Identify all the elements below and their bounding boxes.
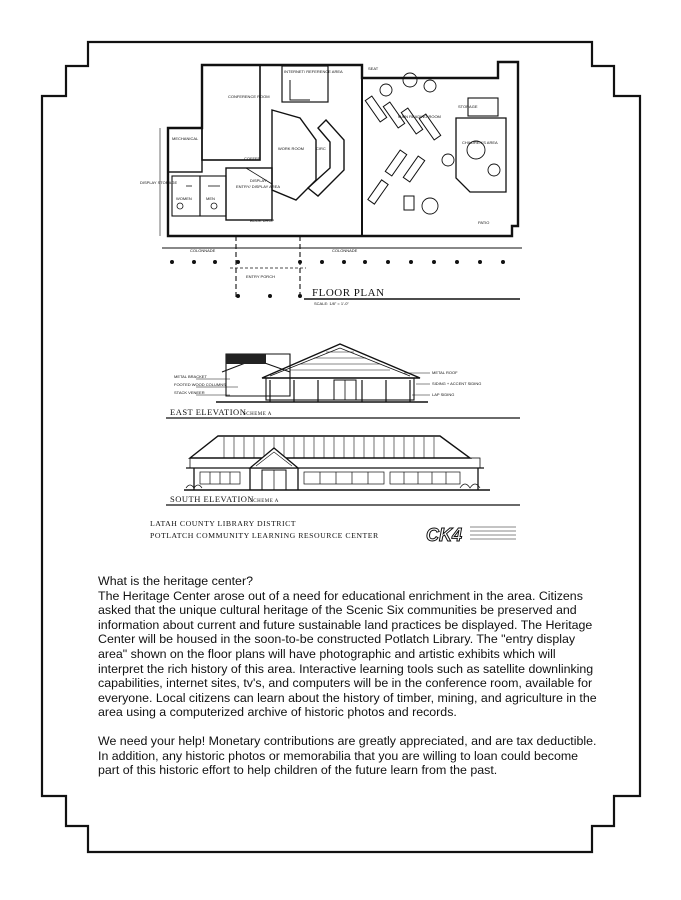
title-block-center: POTLATCH COMMUNITY LEARNING RESOURCE CENTER xyxy=(150,531,379,540)
label-entry-porch: ENTRY PORCH xyxy=(246,274,275,279)
label-work-room: WORK ROOM xyxy=(278,146,304,151)
floor-plan-scale: SCALE: 1/8" = 1'-0" xyxy=(314,301,349,306)
east-note-left-1: METAL BRACKET xyxy=(174,374,207,379)
floor-plan xyxy=(160,62,522,300)
east-note-right-2: SIDING + ACCENT SIDING xyxy=(432,381,482,386)
label-display: DISPLAY xyxy=(250,178,267,183)
floor-plan-title: FLOOR PLAN xyxy=(312,287,385,299)
east-note-right-1: METAL ROOF xyxy=(432,370,458,375)
label-conference: CONFERENCE ROOM xyxy=(228,94,270,99)
east-elevation-title: EAST ELEVATION xyxy=(170,407,247,417)
south-elevation-scheme: SCHEME A xyxy=(250,499,279,504)
paragraph-heritage: The Heritage Center arose out of a need for educational enrichment in the area. Citizens asked that the unique cultural heritage of the Scenic Six communities be preserved and information about current and future sustainable land practices be displayed. The Heritage Center will be housed in the soon-to-be constructed Potlatch Library. The "entry display area" shown on the floor plans will have photographic and artistic exhibits which will interpret the rich history of this area. Interactive learning tools such as satellite downlinking capabilities, internet sites, tv's, and computers will be in the conference room, available for everyone. Local citizens can learn about the history of timber, mining, and agriculture in the area using a computerized archive of historic photos and records. xyxy=(98,588,597,720)
label-seat: SEAT xyxy=(368,66,379,71)
label-colonnade-right: COLONNADE xyxy=(332,248,358,253)
label-entry-display: ENTRY/ DISPLAY AREA xyxy=(236,184,281,189)
label-storage: STORAGE xyxy=(458,104,478,109)
label-mechanical: MECHANICAL xyxy=(172,136,199,141)
ck4-logo: CK4 xyxy=(426,525,463,545)
label-men: MEN xyxy=(206,196,215,201)
south-elevation-title: SOUTH ELEVATION xyxy=(170,494,255,504)
east-note-left-3: STACK VENEER xyxy=(174,390,205,395)
body-text xyxy=(98,574,598,778)
east-note-right-3: LAP SIDING xyxy=(432,392,455,397)
label-childrens: CHILDREN'S AREA xyxy=(462,140,498,145)
label-patio: PATIO xyxy=(478,220,490,225)
paragraph-help: We need your help! Monetary contributions are greatly appreciated, and are tax deductible. In addition, any historic photos or memorabilia that you are willing to loan could become part of this historic effort to help children of the future learn from the past. xyxy=(98,733,597,778)
label-colonnade-left: COLONNADE xyxy=(190,248,216,253)
east-elevation-scheme: SCHEME A xyxy=(243,412,272,417)
heading: What is the heritage center? xyxy=(98,574,253,588)
label-circ: CIRC xyxy=(316,146,326,151)
label-display-storage: DISPLAY STORAGE xyxy=(140,180,178,185)
east-note-left-2: FOOTED WOOD COLUMNS xyxy=(174,382,226,387)
label-book-drop: BOOK DROP xyxy=(250,218,275,223)
title-block-district: LATAH COUNTY LIBRARY DISTRICT xyxy=(150,519,297,528)
east-elevation-drawing xyxy=(196,344,430,402)
label-internet: INTERNET/ REFERENCE AREA xyxy=(284,69,343,74)
label-women: WOMEN xyxy=(176,196,192,201)
label-coffee: COFFEE xyxy=(244,156,261,161)
south-elevation-drawing xyxy=(184,436,490,490)
label-main-reading: MAIN READING ROOM xyxy=(398,114,441,119)
